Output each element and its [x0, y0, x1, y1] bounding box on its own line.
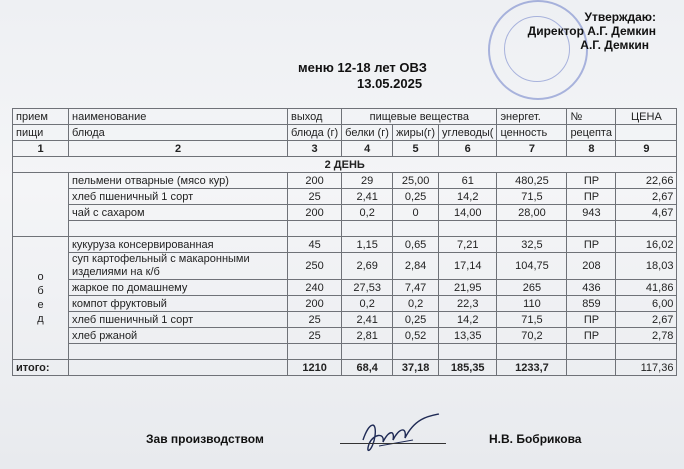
dish-carbs: 14,2: [439, 312, 497, 328]
column-number: 6: [439, 141, 497, 157]
dish-price: 6,00: [616, 296, 677, 312]
dish-energy: 104,75: [497, 253, 567, 280]
table-row: [13, 237, 677, 253]
dish-name: кукуруза консервированная: [69, 237, 288, 253]
header-cell: энергет.: [497, 109, 567, 125]
header-cell: рецепта: [567, 125, 616, 141]
footer-role: Зав производством: [146, 432, 264, 446]
column-number: 4: [342, 141, 393, 157]
header-row-1: [13, 109, 677, 125]
dish-energy: 265: [497, 280, 567, 296]
dish-price: 41,86: [616, 280, 677, 296]
dish-fat: 7,47: [393, 280, 439, 296]
header-cell: прием: [13, 109, 69, 125]
dish-price: 22,66: [616, 173, 677, 189]
dish-protein: 0,2: [342, 296, 393, 312]
dish-name: пельмени отварные (мясо кур): [69, 173, 288, 189]
column-number: 8: [567, 141, 616, 157]
dish-protein: 0,2: [342, 205, 393, 221]
approval-line-1: Утверждаю:: [584, 10, 656, 24]
table-row: [13, 253, 677, 280]
dish-yield: 45: [288, 237, 342, 253]
table-row: [13, 189, 677, 205]
dish-yield: 200: [288, 173, 342, 189]
header-cell: наименование: [69, 109, 288, 125]
dish-carbs: 14,2: [439, 189, 497, 205]
dish-carbs: 17,14: [439, 253, 497, 280]
dish-carbs: 7,21: [439, 237, 497, 253]
handwritten-signature: [355, 410, 445, 460]
column-number: 2: [69, 141, 288, 157]
approval-line-3: А.Г. Демкин: [580, 38, 649, 52]
header-cell: №: [567, 109, 616, 125]
dish-fat: 0,65: [393, 237, 439, 253]
table-row: [13, 296, 677, 312]
day-label: 2 ДЕНЬ: [13, 157, 677, 173]
total-label: итого:: [13, 360, 69, 376]
dish-carbs: 13,35: [439, 328, 497, 344]
dish-protein: 27,53: [342, 280, 393, 296]
menu-table: [12, 108, 677, 376]
dish-yield: 240: [288, 280, 342, 296]
dish-yield: 25: [288, 328, 342, 344]
dish-yield: 200: [288, 205, 342, 221]
dish-name: чай с сахаром: [69, 205, 288, 221]
header-cell: блюда: [69, 125, 288, 141]
table-row: [13, 205, 677, 221]
header-cell: [616, 125, 677, 141]
dish-yield: 25: [288, 312, 342, 328]
dish-recipe: 943: [567, 205, 616, 221]
header-cell: жиры(г): [393, 125, 439, 141]
header-cell: ценность: [497, 125, 567, 141]
dish-protein: 2,81: [342, 328, 393, 344]
menu-date: 13.05.2025: [357, 76, 423, 91]
column-number: 7: [497, 141, 567, 157]
dish-name: компот фруктовый: [69, 296, 288, 312]
dish-recipe: ПР: [567, 237, 616, 253]
approval-line-2: Директор А.Г. Демкин: [527, 24, 656, 38]
meal-cell-lunch: [13, 237, 69, 360]
dish-carbs: 14,00: [439, 205, 497, 221]
total-carbs: 185,35: [439, 360, 497, 376]
header-cell: углеводы(: [439, 125, 497, 141]
dish-fat: 25,00: [393, 173, 439, 189]
dish-energy: 32,5: [497, 237, 567, 253]
dish-price: 4,67: [616, 205, 677, 221]
dish-protein: 29: [342, 173, 393, 189]
total-protein: 68,4: [342, 360, 393, 376]
total-price: 117,36: [616, 360, 677, 376]
dish-energy: 71,5: [497, 312, 567, 328]
blank-row: [13, 344, 677, 360]
dish-energy: 71,5: [497, 189, 567, 205]
dish-name: жаркое по домашнему: [69, 280, 288, 296]
column-number: 9: [616, 141, 677, 157]
dish-recipe: ПР: [567, 189, 616, 205]
day-row: [13, 157, 677, 173]
total-yield: 1210: [288, 360, 342, 376]
dish-fat: 0: [393, 205, 439, 221]
dish-price: 18,03: [616, 253, 677, 280]
dish-protein: 2,41: [342, 189, 393, 205]
dish-name: хлеб пшеничный 1 сорт: [69, 189, 288, 205]
total-recipe: [567, 360, 616, 376]
dish-recipe: ПР: [567, 312, 616, 328]
dish-price: 16,02: [616, 237, 677, 253]
column-number: 5: [393, 141, 439, 157]
approval-block: [528, 10, 656, 52]
signature-line: [340, 443, 446, 444]
dish-recipe: 208: [567, 253, 616, 280]
dish-yield: 250: [288, 253, 342, 280]
dish-carbs: 61: [439, 173, 497, 189]
table-row: [13, 312, 677, 328]
lunch-label: о б е д: [37, 271, 44, 325]
total-row: [13, 360, 677, 376]
dish-name: хлеб ржаной: [69, 328, 288, 344]
dish-recipe: ПР: [567, 173, 616, 189]
dish-protein: 1,15: [342, 237, 393, 253]
header-cell: пищи: [13, 125, 69, 141]
dish-fat: 0,25: [393, 189, 439, 205]
table-row: [13, 173, 677, 189]
dish-yield: 25: [288, 189, 342, 205]
header-cell: ЦЕНА: [616, 109, 677, 125]
table-row: [13, 280, 677, 296]
dish-yield: 200: [288, 296, 342, 312]
table-row: [13, 328, 677, 344]
dish-name: хлеб пшеничный 1 сорт: [69, 312, 288, 328]
header-cell: пищевые вещества: [342, 109, 497, 125]
header-row-numbers: [13, 141, 677, 157]
header-cell: блюда (г): [288, 125, 342, 141]
header-cell: белки (г): [342, 125, 393, 141]
dish-energy: 28,00: [497, 205, 567, 221]
menu-title: меню 12-18 лет ОВЗ: [298, 60, 427, 75]
dish-carbs: 21,95: [439, 280, 497, 296]
dish-recipe: ПР: [567, 328, 616, 344]
dish-energy: 480,25: [497, 173, 567, 189]
dish-recipe: 859: [567, 296, 616, 312]
dish-fat: 0,2: [393, 296, 439, 312]
total-fat: 37,18: [393, 360, 439, 376]
footer-name: Н.В. Бобрикова: [489, 432, 582, 446]
dish-recipe: 436: [567, 280, 616, 296]
header-row-2: [13, 125, 677, 141]
column-number: 3: [288, 141, 342, 157]
dish-energy: 70,2: [497, 328, 567, 344]
dish-price: 2,67: [616, 189, 677, 205]
blank-row: [13, 221, 677, 237]
dish-fat: 0,25: [393, 312, 439, 328]
dish-protein: 2,69: [342, 253, 393, 280]
dish-protein: 2,41: [342, 312, 393, 328]
dish-carbs: 22,3: [439, 296, 497, 312]
dish-fat: 2,84: [393, 253, 439, 280]
dish-price: 2,78: [616, 328, 677, 344]
dish-price: 2,67: [616, 312, 677, 328]
dish-energy: 110: [497, 296, 567, 312]
total-energy: 1233,7: [497, 360, 567, 376]
header-cell: выход: [288, 109, 342, 125]
dish-fat: 0,52: [393, 328, 439, 344]
dish-name: суп картофельный с макаронными изделиями на к/б: [69, 253, 288, 280]
column-number: 1: [13, 141, 69, 157]
meal-cell-breakfast: [13, 173, 69, 237]
